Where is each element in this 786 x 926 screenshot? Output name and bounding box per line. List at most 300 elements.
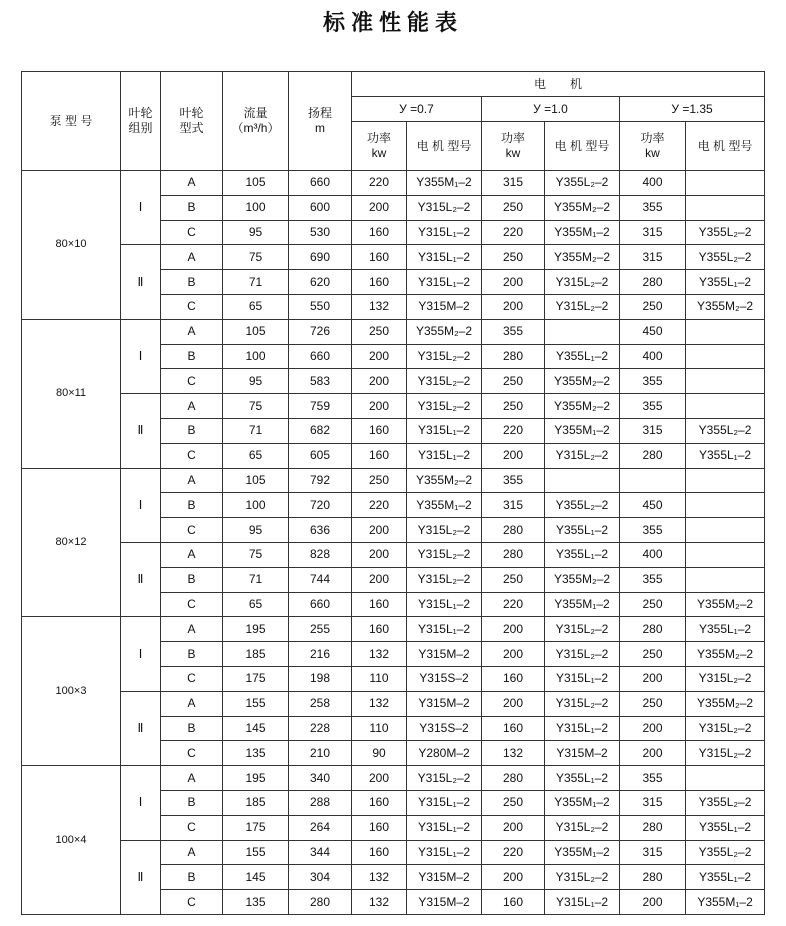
power-1-0-cell: 315 [482, 171, 545, 196]
power-0-7-cell: 110 [352, 716, 407, 741]
impeller-type-cell: B [161, 716, 223, 741]
motor-1-35-cell [686, 195, 765, 220]
power-1-0-cell: 200 [482, 865, 545, 890]
power-1-35-cell: 315 [620, 220, 686, 245]
motor-1-35-cell: Y355L₂–2 [686, 220, 765, 245]
power-1-35-cell: 250 [620, 642, 686, 667]
motor-0-7-cell: Y315S–2 [407, 666, 482, 691]
motor-1-0-cell: Y315L₂–2 [545, 691, 620, 716]
power-1-35-cell: 280 [620, 617, 686, 642]
head-cell: 280 [289, 890, 352, 915]
motor-1-0-cell: Y355L₁–2 [545, 766, 620, 791]
power-0-7-cell: 250 [352, 319, 407, 344]
power-1-35-cell: 200 [620, 666, 686, 691]
table-row [22, 542, 765, 567]
motor-1-0-cell [545, 319, 620, 344]
motor-1-0-cell: Y355L₂–2 [545, 171, 620, 196]
motor-1-35-cell [686, 766, 765, 791]
motor-1-35-cell [686, 567, 765, 592]
pump-model-cell: 100×4 [22, 766, 121, 915]
power-1-35-cell [620, 468, 686, 493]
header-motor: 电 机 [352, 72, 765, 97]
motor-0-7-cell: Y315L₂–2 [407, 369, 482, 394]
motor-1-0-cell: Y355L₁–2 [545, 344, 620, 369]
power-0-7-cell: 200 [352, 394, 407, 419]
power-0-7-cell: 132 [352, 294, 407, 319]
power-1-35-cell: 400 [620, 171, 686, 196]
motor-1-35-cell: Y355L₁–2 [686, 865, 765, 890]
impeller-type-cell: B [161, 567, 223, 592]
impeller-group-cell: Ⅱ [121, 691, 161, 765]
power-0-7-cell: 200 [352, 344, 407, 369]
flow-cell: 135 [223, 741, 289, 766]
table-row [22, 468, 765, 493]
motor-0-7-cell: Y315L₁–2 [407, 790, 482, 815]
motor-0-7-cell: Y355M₂–2 [407, 319, 482, 344]
motor-1-0-cell: Y355M₁–2 [545, 840, 620, 865]
flow-cell: 65 [223, 294, 289, 319]
power-1-35-cell: 200 [620, 890, 686, 915]
header-impeller-group-line2: 组别 [128, 121, 153, 135]
head-cell: 759 [289, 394, 352, 419]
power-0-7-cell: 200 [352, 766, 407, 791]
impeller-type-cell: C [161, 592, 223, 617]
pump-model-cell: 100×3 [22, 617, 121, 766]
motor-1-35-cell [686, 468, 765, 493]
power-1-35-cell: 200 [620, 716, 686, 741]
power-1-0-cell: 250 [482, 245, 545, 270]
power-1-0-cell: 220 [482, 418, 545, 443]
table-row [22, 617, 765, 642]
header-power-line2: kw [505, 146, 521, 160]
motor-1-0-cell: Y355M₂–2 [545, 394, 620, 419]
motor-1-35-cell: Y355M₁–2 [686, 890, 765, 915]
motor-1-35-cell: Y355M₂–2 [686, 294, 765, 319]
power-0-7-cell: 132 [352, 691, 407, 716]
power-1-35-cell: 355 [620, 195, 686, 220]
motor-0-7-cell: Y315M–2 [407, 691, 482, 716]
header-power [482, 122, 545, 171]
motor-1-0-cell: Y315L₂–2 [545, 865, 620, 890]
power-1-0-cell: 250 [482, 394, 545, 419]
impeller-type-cell: B [161, 642, 223, 667]
power-0-7-cell: 200 [352, 195, 407, 220]
motor-1-0-cell: Y355M₁–2 [545, 418, 620, 443]
power-0-7-cell: 160 [352, 790, 407, 815]
table-row [22, 319, 765, 344]
power-1-0-cell: 220 [482, 592, 545, 617]
head-cell: 340 [289, 766, 352, 791]
head-cell: 605 [289, 443, 352, 468]
power-1-35-cell: 400 [620, 344, 686, 369]
flow-cell: 71 [223, 270, 289, 295]
impeller-type-cell: A [161, 617, 223, 642]
head-cell: 216 [289, 642, 352, 667]
power-0-7-cell: 160 [352, 617, 407, 642]
power-1-0-cell: 160 [482, 716, 545, 741]
impeller-type-cell: A [161, 468, 223, 493]
power-1-0-cell: 315 [482, 493, 545, 518]
table-body [22, 171, 765, 915]
motor-1-0-cell: Y315L₂–2 [545, 617, 620, 642]
flow-cell: 100 [223, 195, 289, 220]
header-motor-model: 电 机 型号 [545, 122, 620, 171]
power-1-0-cell: 200 [482, 691, 545, 716]
head-cell: 620 [289, 270, 352, 295]
motor-0-7-cell: Y315L₂–2 [407, 542, 482, 567]
motor-0-7-cell: Y315M–2 [407, 865, 482, 890]
motor-1-0-cell: Y355M₁–2 [545, 790, 620, 815]
motor-1-35-cell: Y355L₂–2 [686, 840, 765, 865]
impeller-type-cell: A [161, 394, 223, 419]
pump-model-cell: 80×11 [22, 319, 121, 468]
motor-1-0-cell: Y355M₂–2 [545, 245, 620, 270]
motor-1-0-cell: Y315L₂–2 [545, 443, 620, 468]
head-cell: 636 [289, 518, 352, 543]
motor-1-35-cell [686, 319, 765, 344]
impeller-group-cell: Ⅱ [121, 394, 161, 468]
power-1-0-cell: 250 [482, 567, 545, 592]
impeller-group-cell: Ⅰ [121, 319, 161, 393]
motor-1-0-cell: Y315L₁–2 [545, 666, 620, 691]
motor-0-7-cell: Y315M–2 [407, 294, 482, 319]
power-0-7-cell: 220 [352, 171, 407, 196]
power-0-7-cell: 250 [352, 468, 407, 493]
power-1-0-cell: 355 [482, 319, 545, 344]
power-1-35-cell: 355 [620, 567, 686, 592]
motor-1-0-cell: Y355L₁–2 [545, 518, 620, 543]
power-1-0-cell: 220 [482, 840, 545, 865]
power-1-0-cell: 200 [482, 642, 545, 667]
header-eta-1-35: У =1.35 [620, 97, 765, 122]
flow-cell: 185 [223, 790, 289, 815]
impeller-type-cell: A [161, 542, 223, 567]
head-cell: 726 [289, 319, 352, 344]
motor-0-7-cell: Y315L₂–2 [407, 195, 482, 220]
power-1-35-cell: 200 [620, 741, 686, 766]
motor-1-0-cell: Y315L₁–2 [545, 890, 620, 915]
impeller-type-cell: B [161, 195, 223, 220]
power-1-35-cell: 280 [620, 270, 686, 295]
impeller-group-cell: Ⅱ [121, 840, 161, 914]
head-cell: 198 [289, 666, 352, 691]
motor-1-0-cell: Y355M₁–2 [545, 592, 620, 617]
power-0-7-cell: 160 [352, 418, 407, 443]
motor-0-7-cell: Y315L₁–2 [407, 617, 482, 642]
power-0-7-cell: 200 [352, 542, 407, 567]
flow-cell: 145 [223, 716, 289, 741]
flow-cell: 145 [223, 865, 289, 890]
header-power [620, 122, 686, 171]
motor-0-7-cell: Y315L₂–2 [407, 518, 482, 543]
motor-0-7-cell: Y315M–2 [407, 642, 482, 667]
flow-cell: 95 [223, 369, 289, 394]
flow-cell: 195 [223, 617, 289, 642]
power-1-35-cell: 315 [620, 245, 686, 270]
motor-0-7-cell: Y355M₁–2 [407, 493, 482, 518]
power-1-35-cell: 250 [620, 294, 686, 319]
flow-cell: 75 [223, 245, 289, 270]
flow-cell: 95 [223, 220, 289, 245]
flow-cell: 175 [223, 666, 289, 691]
pump-model-cell: 80×10 [22, 171, 121, 320]
motor-1-35-cell [686, 518, 765, 543]
motor-1-35-cell: Y355L₁–2 [686, 617, 765, 642]
motor-1-35-cell: Y355M₂–2 [686, 691, 765, 716]
motor-1-35-cell [686, 542, 765, 567]
header-motor-model: 电 机 型号 [407, 122, 482, 171]
motor-1-35-cell [686, 493, 765, 518]
power-0-7-cell: 132 [352, 890, 407, 915]
power-0-7-cell: 220 [352, 493, 407, 518]
motor-1-35-cell: Y315L₂–2 [686, 741, 765, 766]
power-1-35-cell: 355 [620, 394, 686, 419]
motor-0-7-cell: Y315L₁–2 [407, 840, 482, 865]
flow-cell: 71 [223, 418, 289, 443]
motor-1-0-cell: Y315L₂–2 [545, 294, 620, 319]
power-0-7-cell: 160 [352, 270, 407, 295]
impeller-type-cell: C [161, 666, 223, 691]
motor-1-0-cell: Y355M₂–2 [545, 567, 620, 592]
header-head-line2: m [315, 121, 325, 135]
header-impeller-group-line1: 叶轮 [128, 106, 153, 120]
impeller-type-cell: A [161, 319, 223, 344]
motor-1-35-cell: Y355L₂–2 [686, 418, 765, 443]
power-1-35-cell: 280 [620, 815, 686, 840]
head-cell: 792 [289, 468, 352, 493]
power-1-0-cell: 280 [482, 766, 545, 791]
header-pump-model: 泵 型 号 [22, 72, 121, 171]
power-1-0-cell: 200 [482, 270, 545, 295]
motor-1-35-cell [686, 171, 765, 196]
motor-1-0-cell: Y315L₂–2 [545, 642, 620, 667]
head-cell: 258 [289, 691, 352, 716]
impeller-type-cell: B [161, 344, 223, 369]
impeller-type-cell: A [161, 691, 223, 716]
motor-1-35-cell: Y355L₂–2 [686, 245, 765, 270]
power-0-7-cell: 200 [352, 369, 407, 394]
flow-cell: 135 [223, 890, 289, 915]
motor-0-7-cell: Y315L₁–2 [407, 220, 482, 245]
motor-0-7-cell: Y355M₂–2 [407, 468, 482, 493]
motor-1-0-cell: Y355M₂–2 [545, 195, 620, 220]
impeller-type-cell: C [161, 815, 223, 840]
power-0-7-cell: 160 [352, 815, 407, 840]
power-0-7-cell: 90 [352, 741, 407, 766]
motor-1-0-cell: Y355M₁–2 [545, 220, 620, 245]
motor-0-7-cell: Y355M₁–2 [407, 171, 482, 196]
motor-1-35-cell: Y355L₁–2 [686, 270, 765, 295]
power-1-0-cell: 200 [482, 294, 545, 319]
power-0-7-cell: 160 [352, 840, 407, 865]
table-row [22, 840, 765, 865]
header-impeller-type-line2: 型式 [179, 121, 204, 135]
flow-cell: 65 [223, 443, 289, 468]
impeller-type-cell: C [161, 741, 223, 766]
power-0-7-cell: 160 [352, 220, 407, 245]
head-cell: 530 [289, 220, 352, 245]
impeller-group-cell: Ⅰ [121, 617, 161, 691]
header-motor-model: 电 机 型号 [686, 122, 765, 171]
motor-0-7-cell: Y315L₁–2 [407, 592, 482, 617]
impeller-group-cell: Ⅱ [121, 245, 161, 319]
power-1-35-cell: 355 [620, 518, 686, 543]
impeller-type-cell: C [161, 518, 223, 543]
flow-cell: 175 [223, 815, 289, 840]
table-row [22, 766, 765, 791]
flow-cell: 185 [223, 642, 289, 667]
impeller-type-cell: C [161, 443, 223, 468]
header-impeller-group [121, 72, 161, 171]
flow-cell: 71 [223, 567, 289, 592]
power-1-0-cell: 280 [482, 518, 545, 543]
header-power-line1: 功率 [640, 131, 665, 145]
table-row [22, 394, 765, 419]
head-cell: 660 [289, 344, 352, 369]
power-1-35-cell: 250 [620, 592, 686, 617]
motor-0-7-cell: Y315L₁–2 [407, 443, 482, 468]
impeller-type-cell: C [161, 220, 223, 245]
head-cell: 228 [289, 716, 352, 741]
motor-1-0-cell: Y315L₂–2 [545, 815, 620, 840]
motor-1-35-cell: Y355M₂–2 [686, 592, 765, 617]
power-1-0-cell: 200 [482, 617, 545, 642]
power-0-7-cell: 200 [352, 567, 407, 592]
head-cell: 288 [289, 790, 352, 815]
table-row [22, 245, 765, 270]
motor-1-35-cell [686, 369, 765, 394]
power-1-35-cell: 315 [620, 418, 686, 443]
impeller-type-cell: A [161, 245, 223, 270]
power-1-0-cell: 160 [482, 890, 545, 915]
power-1-35-cell: 280 [620, 443, 686, 468]
impeller-type-cell: A [161, 766, 223, 791]
power-1-0-cell: 250 [482, 369, 545, 394]
motor-0-7-cell: Y315L₁–2 [407, 418, 482, 443]
table-row [22, 171, 765, 196]
header-flow-line2: （m³/h） [231, 121, 280, 135]
impeller-group-cell: Ⅰ [121, 171, 161, 245]
motor-0-7-cell: Y315M–2 [407, 890, 482, 915]
flow-cell: 105 [223, 468, 289, 493]
motor-1-0-cell [545, 468, 620, 493]
motor-0-7-cell: Y315L₂–2 [407, 766, 482, 791]
performance-table [21, 71, 765, 915]
header-eta-0-7: У =0.7 [352, 97, 482, 122]
head-cell: 660 [289, 592, 352, 617]
flow-cell: 195 [223, 766, 289, 791]
motor-1-0-cell: Y355L₁–2 [545, 542, 620, 567]
head-cell: 744 [289, 567, 352, 592]
header-flow [223, 72, 289, 171]
flow-cell: 100 [223, 493, 289, 518]
head-cell: 264 [289, 815, 352, 840]
motor-1-35-cell: Y315L₂–2 [686, 666, 765, 691]
motor-1-35-cell: Y355L₁–2 [686, 815, 765, 840]
head-cell: 600 [289, 195, 352, 220]
power-1-0-cell: 160 [482, 666, 545, 691]
impeller-type-cell: B [161, 865, 223, 890]
head-cell: 210 [289, 741, 352, 766]
flow-cell: 95 [223, 518, 289, 543]
header-power-line1: 功率 [366, 131, 391, 145]
head-cell: 255 [289, 617, 352, 642]
flow-cell: 65 [223, 592, 289, 617]
head-cell: 828 [289, 542, 352, 567]
motor-0-7-cell: Y315L₁–2 [407, 815, 482, 840]
head-cell: 660 [289, 171, 352, 196]
power-0-7-cell: 160 [352, 245, 407, 270]
motor-0-7-cell: Y315L₁–2 [407, 245, 482, 270]
power-1-0-cell: 250 [482, 790, 545, 815]
motor-0-7-cell: Y315L₂–2 [407, 567, 482, 592]
power-1-0-cell: 250 [482, 195, 545, 220]
flow-cell: 75 [223, 542, 289, 567]
motor-0-7-cell: Y315L₁–2 [407, 270, 482, 295]
header-eta-1-0: У =1.0 [482, 97, 620, 122]
header-power-line1: 功率 [500, 131, 525, 145]
power-1-35-cell: 250 [620, 691, 686, 716]
motor-1-0-cell: Y315L₂–2 [545, 270, 620, 295]
head-cell: 690 [289, 245, 352, 270]
motor-0-7-cell: Y315L₂–2 [407, 344, 482, 369]
power-1-0-cell: 200 [482, 815, 545, 840]
motor-0-7-cell: Y315S–2 [407, 716, 482, 741]
power-1-0-cell: 280 [482, 542, 545, 567]
header-power-line2: kw [645, 146, 660, 160]
flow-cell: 105 [223, 171, 289, 196]
impeller-type-cell: B [161, 270, 223, 295]
motor-1-35-cell [686, 394, 765, 419]
head-cell: 583 [289, 369, 352, 394]
power-1-0-cell: 355 [482, 468, 545, 493]
impeller-type-cell: C [161, 890, 223, 915]
page-title: 标准性能表 [322, 10, 463, 36]
pump-model-cell: 80×12 [22, 468, 121, 617]
power-0-7-cell: 160 [352, 443, 407, 468]
power-1-0-cell: 220 [482, 220, 545, 245]
impeller-type-cell: C [161, 369, 223, 394]
flow-cell: 100 [223, 344, 289, 369]
motor-1-0-cell: Y315M–2 [545, 741, 620, 766]
power-1-0-cell: 200 [482, 443, 545, 468]
impeller-type-cell: B [161, 418, 223, 443]
flow-cell: 105 [223, 319, 289, 344]
flow-cell: 155 [223, 840, 289, 865]
impeller-group-cell: Ⅱ [121, 542, 161, 616]
power-1-0-cell: 132 [482, 741, 545, 766]
impeller-group-cell: Ⅰ [121, 468, 161, 542]
power-1-35-cell: 355 [620, 766, 686, 791]
power-1-35-cell: 450 [620, 493, 686, 518]
motor-1-35-cell: Y355L₂–2 [686, 790, 765, 815]
header-head [289, 72, 352, 171]
motor-0-7-cell: Y280M–2 [407, 741, 482, 766]
head-cell: 682 [289, 418, 352, 443]
header-power-line2: kw [371, 146, 387, 160]
header-impeller-type-line1: 叶轮 [179, 106, 204, 120]
power-0-7-cell: 160 [352, 592, 407, 617]
power-1-35-cell: 315 [620, 790, 686, 815]
header-impeller-type [161, 72, 223, 171]
power-0-7-cell: 132 [352, 642, 407, 667]
motor-1-0-cell: Y355L₂–2 [545, 493, 620, 518]
impeller-type-cell: A [161, 171, 223, 196]
power-0-7-cell: 200 [352, 518, 407, 543]
head-cell: 304 [289, 865, 352, 890]
head-cell: 720 [289, 493, 352, 518]
power-1-35-cell: 400 [620, 542, 686, 567]
